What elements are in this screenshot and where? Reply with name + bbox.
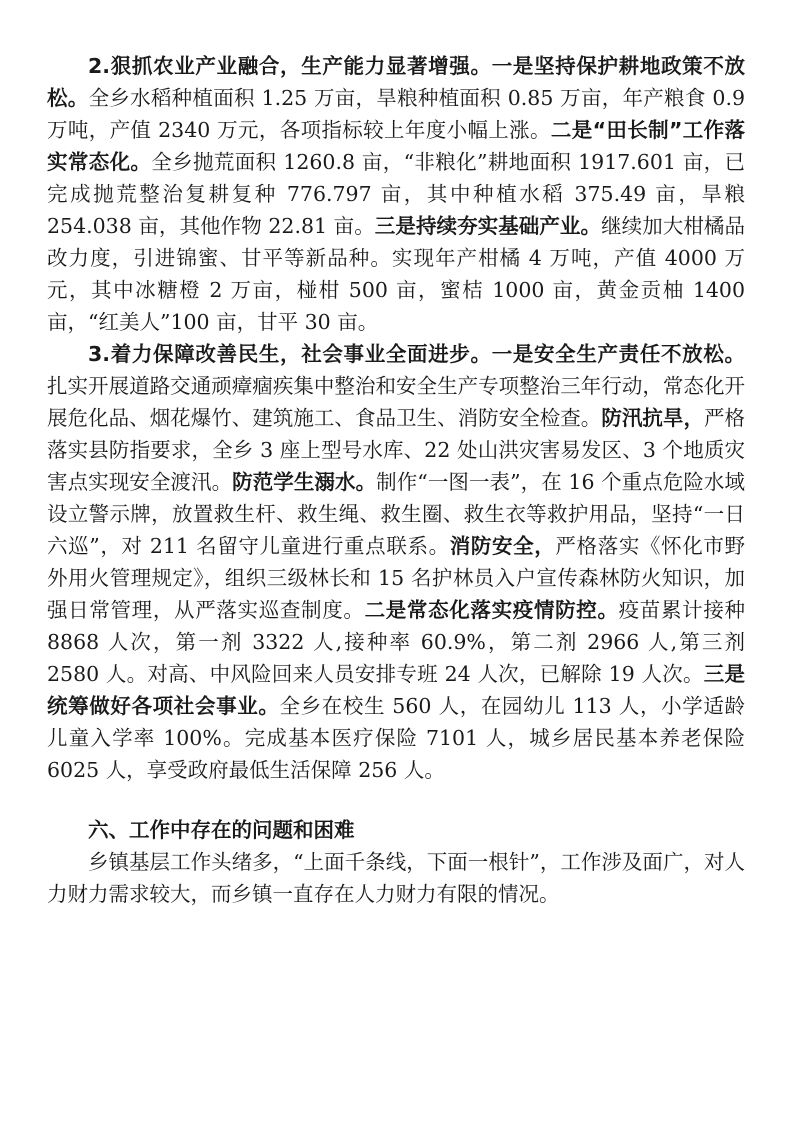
bold-lead-phrase: 一是坚持保护耕地政策不放松。 [47,54,745,110]
body-text: 制作“一图一表”，在 16 个重点危险水域设立警示牌，放置救生杆、救生绳、救生圈、救生衣等救护用品，坚持“一日六巡”，对 211 名留守儿童进行重点联系。 [47,470,746,558]
paragraph-agriculture [47,50,745,338]
bold-lead-phrase: 消防安全， [449,534,556,558]
bold-lead-phrase: 3.着力保障改善民生，社会事业全面进步。 [88,342,492,366]
bold-lead-phrase: 防汛抗旱， [601,406,704,430]
body-text: 扎实开展道路交通顽瘴痼疾集中整治和安全生产专项整治三年行动，常态化开展危化品、烟花爆竹、建筑施工、食品卫生、消防安全检查。 [47,374,745,430]
body-text: 全乡抛荒面积 1260.8 亩，“非粮化”耕地面积 1917.601 亩，已完成抛荒整治复耕复种 776.797 亩，其中种植水稻 375.49 亩，旱粮 254.038 亩，其他作物 22.81 亩。 [47,150,746,238]
bold-lead-phrase: 防范学生溺水。 [232,470,377,494]
bold-lead-phrase: 二是“田长制”工作落实常态化。 [47,118,745,174]
body-text: 全乡水稻种植面积 1.25 万亩，旱粮种植面积 0.85 万亩，年产粮食 0.9 万吨，产值 2340 万元，各项指标较上年度小幅上涨。 [47,86,745,142]
body-text: 严格落实县防指要求，全乡 3 座上型号水库、22 处山洪灾害易发区、3 个地质灾害点实现安全渡汛。 [47,406,746,494]
document-page [47,50,745,910]
body-text: 疫苗累计接种 8868 人次，第一剂 3322 人,接种率 60.9%，第二剂 2966 人,第三剂 2580 人。对高、中风险回来人员安排专班 24 人次，已解除 19 人次。 [47,598,745,686]
bold-lead-phrase: 二是常态化落实疫情防控。 [364,598,619,622]
body-text: 严格落实《怀化市野外用火管理规定》，组织三级林长和 15 名护林员入户宣传森林防火知识，加强日常管理，从严落实巡查制度。 [47,534,746,622]
bold-lead-phrase: 三是统筹做好各项社会事业。 [47,662,745,718]
paragraph-problems: 乡镇基层工作头绪多，“上面千条线，下面一根针”，工作涉及面广，对人力财力需求较大，而乡镇一直存在人力财力有限的情况。 [47,850,745,906]
body-text: 全乡在校生 560 人，在园幼儿 113 人，小学适龄儿童入学率 100%。完成基本医疗保险 7101 人，城乡居民基本养老保险 6025 人，享受政府最低生活保障 256 人。 [47,694,745,782]
bold-lead-phrase: 三是持续夯实基础产业。 [374,214,602,238]
body-text: 继续加大柑橘品改力度，引进锦蜜、甘平等新品种。实现年产柑橘 4 万吨，产值 4000 万元，其中冰糖橙 2 万亩，椪柑 500 亩，蜜桔 1000 亩，黄金贡柚 1400 亩，“红美人”100 亩，甘平 30 亩。 [47,214,746,334]
paragraph-livelihood [47,338,745,786]
bold-lead-phrase: 2.狠抓农业产业融合，生产能力显著增强。 [88,54,492,78]
bold-lead-phrase: 一是安全生产责任不放松。 [491,342,745,366]
section-heading-problems: 六、工作中存在的问题和困难 [88,818,355,842]
